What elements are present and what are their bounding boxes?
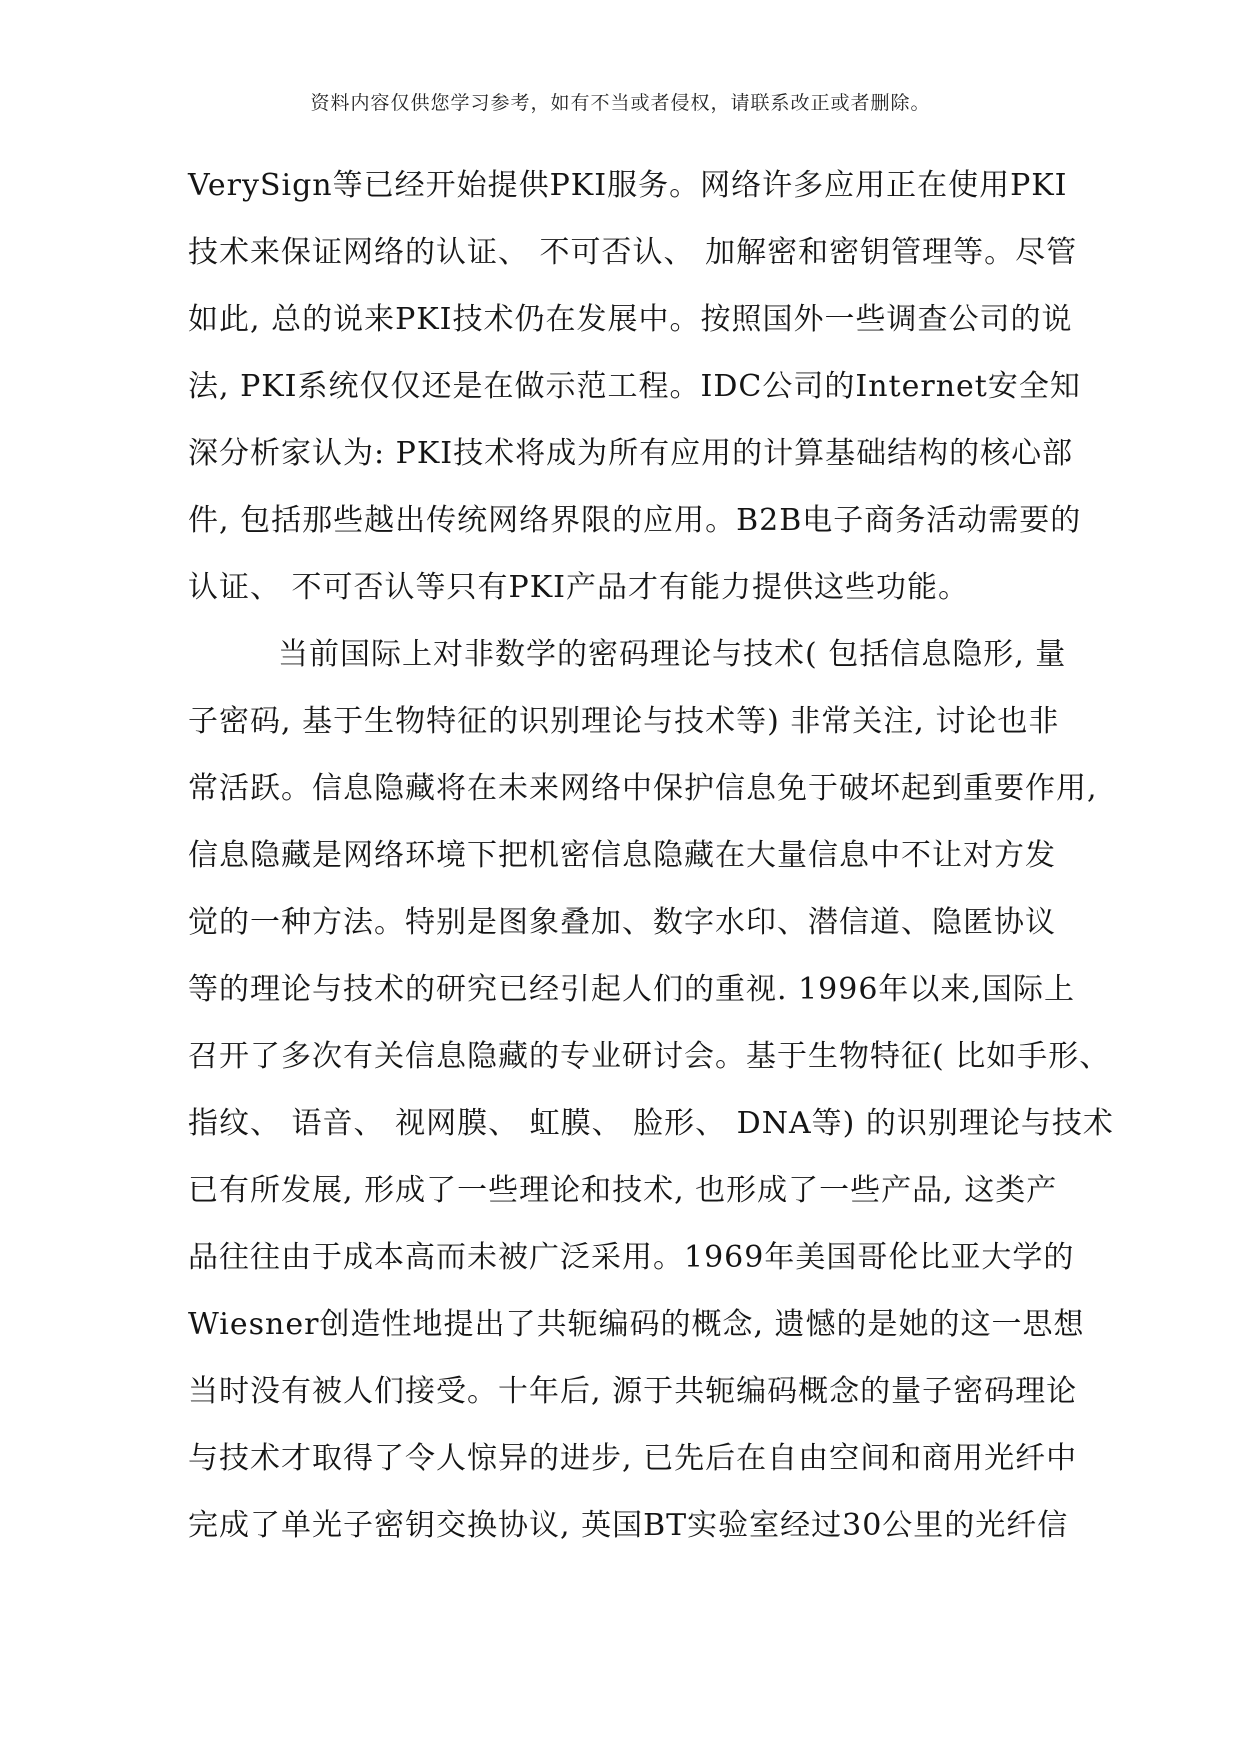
paragraph-line: Wiesner创造性地提出了共轭编码的概念, 遗憾的是她的这一思想 (188, 1307, 1085, 1342)
paragraph-line: 完成了单光子密钥交换协议, 英国BT实验室经过30公里的光纤信 (188, 1508, 1069, 1543)
paragraph-line: 信息隐藏是网络环境下把机密信息隐藏在大量信息中不让对方发 (188, 838, 1056, 873)
disclaimer-header: 资料内容仅供您学习参考，如有不当或者侵权，请联系改正或者删除。 (310, 92, 931, 114)
paragraph-line: 认证、 不可否认等只有PKI产品才有能力提供这些功能。 (188, 570, 969, 605)
body-text (188, 152, 1114, 1559)
paragraph-line: 法, PKI系统仅仅还是在做示范工程。IDC公司的Internet安全知 (188, 369, 1081, 404)
paragraph-line: 与技术才取得了令人惊异的进步, 已先后在自由空间和商用光纤中 (188, 1441, 1078, 1476)
paragraph-line: 当时没有被人们接受。十年后, 源于共轭编码概念的量子密码理论 (188, 1374, 1078, 1409)
paragraph-line: 召开了多次有关信息隐藏的专业研讨会。基于生物特征( 比如手形、 (188, 1039, 1111, 1074)
paragraph-line: 深分析家认为: PKI技术将成为所有应用的计算基础结构的核心部 (188, 436, 1074, 471)
paragraph-line: 子密码, 基于生物特征的识别理论与技术等) 非常关注, 讨论也非 (188, 704, 1060, 739)
paragraph-line: 件, 包括那些越出传统网络界限的应用。B2B电子商务活动需要的 (188, 503, 1082, 538)
paragraph-line: 指纹、 语音、 视网膜、 虹膜、 脸形、 DNA等) 的识别理论与技术 (188, 1106, 1114, 1141)
paragraph-line: 常活跃。信息隐藏将在未来网络中保护信息免于破坏起到重要作用, (188, 771, 1098, 806)
paragraph-line: VerySign等已经开始提供PKI服务。网络许多应用正在使用PKI (188, 168, 1068, 203)
paragraph-line: 如此, 总的说来PKI技术仍在发展中。按照国外一些调查公司的说 (188, 302, 1073, 337)
paragraph-line: 觉的一种方法。特别是图象叠加、数字水印、潜信道、隐匿协议 (188, 905, 1056, 940)
paragraph-line: 品往往由于成本高而未被广泛采用。1969年美国哥伦比亚大学的 (188, 1240, 1075, 1275)
paragraph-first-line: 当前国际上对非数学的密码理论与技术( 包括信息隐形, 量 (278, 637, 1067, 672)
paragraph-line: 等的理论与技术的研究已经引起人们的重视. 1996年以来,国际上 (188, 972, 1075, 1007)
paragraph-line: 技术来保证网络的认证、 不可否认、 加解密和密钥管理等。尽管 (188, 235, 1078, 270)
paragraph-line: 已有所发展, 形成了一些理论和技术, 也形成了一些产品, 这类产 (188, 1173, 1058, 1208)
